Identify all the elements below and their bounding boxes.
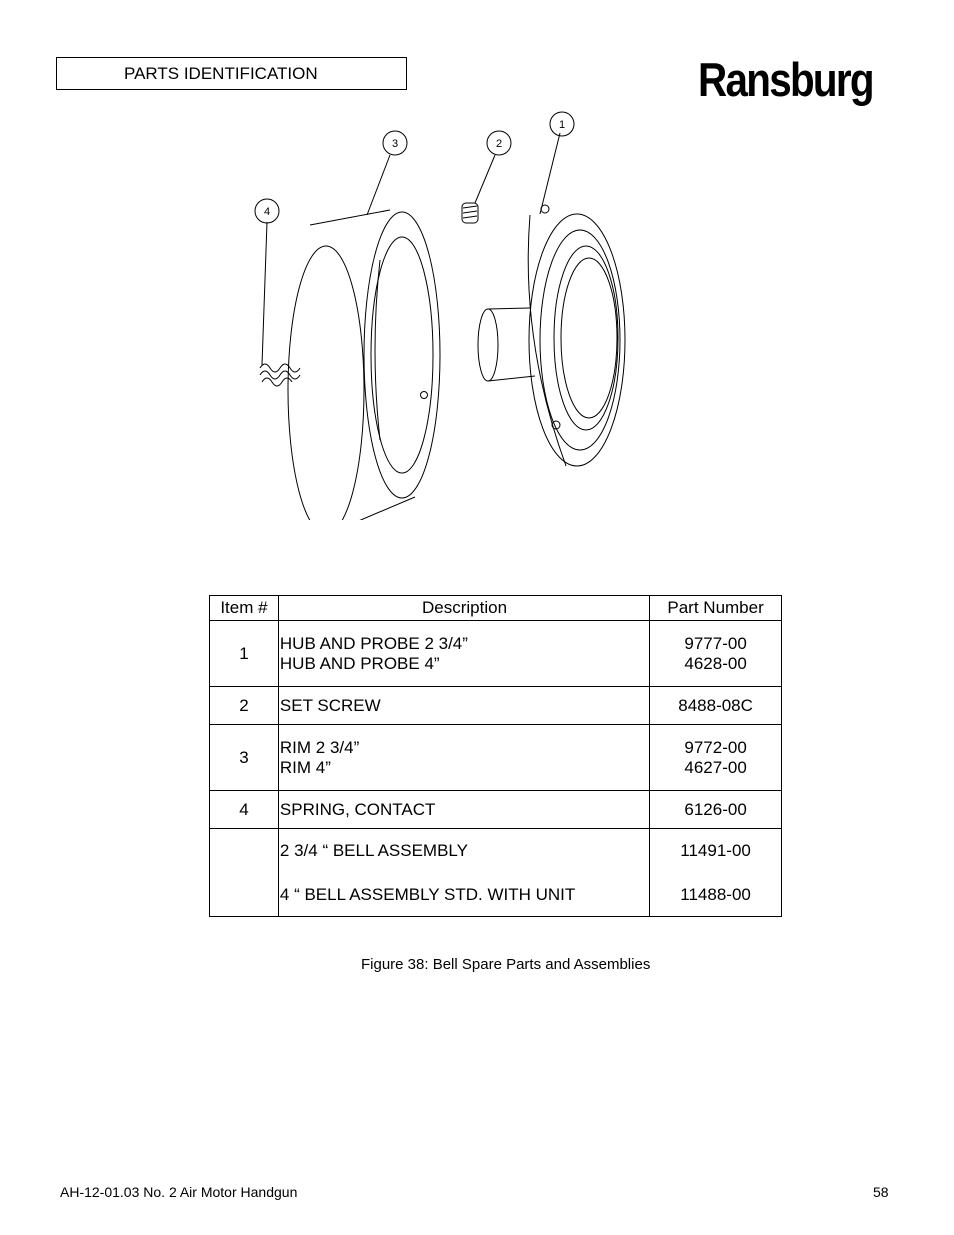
rim-part <box>288 210 440 520</box>
description: SPRING, CONTACT <box>278 791 649 829</box>
table-row <box>210 621 782 687</box>
item-number: 3 <box>210 725 279 791</box>
description: HUB AND PROBE 2 3/4” <box>279 633 468 653</box>
header-part-number: Part Number <box>650 596 782 621</box>
table-row <box>210 829 782 917</box>
description: RIM 4” <box>279 757 331 777</box>
header-description: Description <box>278 596 649 621</box>
callout-3-label: 3 <box>391 138 399 150</box>
table-header-row <box>210 596 782 621</box>
part-number: 11488-00 <box>680 884 751 904</box>
callout-2-label: 2 <box>495 138 503 150</box>
header-item: Item # <box>210 596 279 621</box>
brand-logo: Ransburg <box>698 53 873 106</box>
description: RIM 2 3/4” <box>279 737 360 757</box>
part-number: 4628-00 <box>684 653 747 673</box>
item-number: 4 <box>210 791 279 829</box>
page-number: 58 <box>873 1184 889 1200</box>
section-title-box <box>56 57 407 90</box>
table-row <box>210 687 782 725</box>
parts-table <box>209 595 782 917</box>
part-number: 9777-00 <box>684 633 747 653</box>
table-row <box>210 791 782 829</box>
item-number <box>210 829 279 917</box>
description: 4 “ BELL ASSEMBLY STD. WITH UNIT <box>279 884 576 904</box>
item-number: 1 <box>210 621 279 687</box>
section-title: PARTS IDENTIFICATION <box>124 63 318 83</box>
figure-caption: Figure 38: Bell Spare Parts and Assemblies <box>361 956 651 973</box>
set-screw-part <box>462 203 478 223</box>
hub-part <box>478 205 625 466</box>
footer-doc-id: AH-12-01.03 No. 2 Air Motor Handgun <box>60 1184 298 1200</box>
item-number: 2 <box>210 687 279 725</box>
exploded-parts-drawing <box>230 100 670 520</box>
description: SET SCREW <box>278 687 649 725</box>
description: HUB AND PROBE 4” <box>279 653 440 673</box>
callout-1-label: 1 <box>558 119 566 131</box>
callout-4-label: 4 <box>263 206 271 218</box>
part-number: 11491-00 <box>680 840 751 860</box>
part-number: 6126-00 <box>650 791 782 829</box>
spring-part <box>260 364 300 386</box>
part-number: 8488-08C <box>650 687 782 725</box>
description: 2 3/4 “ BELL ASSEMBLY <box>279 840 468 860</box>
part-number: 4627-00 <box>684 757 747 777</box>
table-row <box>210 725 782 791</box>
part-number: 9772-00 <box>684 737 747 757</box>
